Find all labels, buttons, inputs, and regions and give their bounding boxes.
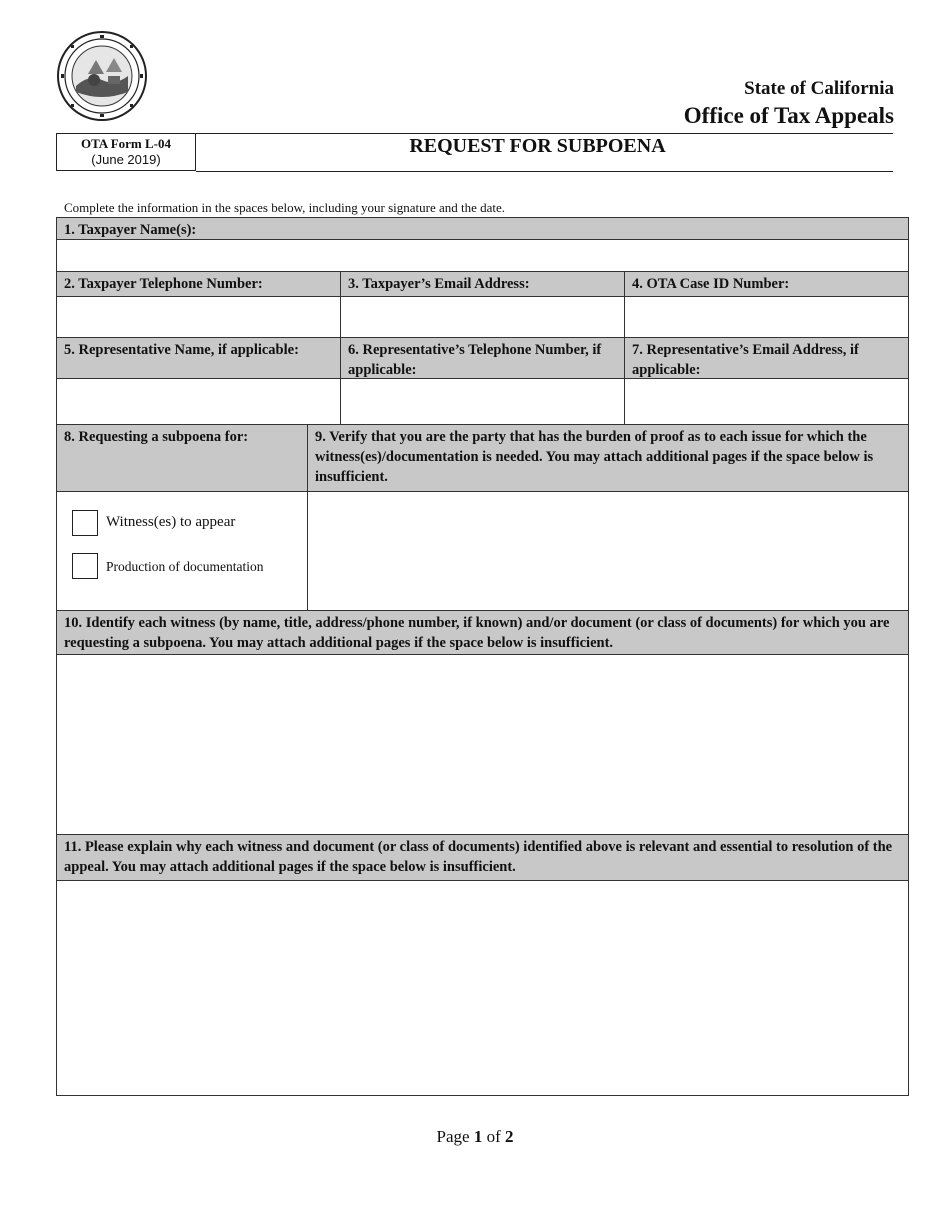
field-label-rep-name: 5. Representative Name, if applicable:	[56, 337, 341, 379]
page-total: 2	[504, 1127, 514, 1146]
title-rule-top	[196, 133, 893, 134]
taxpayer-email-field[interactable]	[340, 296, 625, 338]
field-label-rep-phone: 6. Representative’s Telephone Number, if applicable:	[340, 337, 625, 379]
state-name: State of California	[744, 78, 894, 99]
field-label-taxpayer-name: 1. Taxpayer Name(s):	[56, 217, 909, 240]
documentation-checkbox[interactable]	[72, 553, 98, 579]
rep-email-field[interactable]	[624, 378, 909, 425]
burden-of-proof-field[interactable]	[307, 491, 909, 611]
documentation-checkbox-label: Production of documentation	[106, 559, 264, 574]
witness-checkbox-label: Witness(es) to appear	[106, 514, 236, 530]
page-of-word: of	[486, 1127, 501, 1146]
rep-name-field[interactable]	[56, 378, 341, 425]
title-rule-bottom	[196, 171, 893, 172]
field-label-relevance-explanation: 11. Please explain why each witness and document (or class of documents) identified above is relevant and essential to resolution of the appeal. You may attach additional pages if the space below is insufficient.	[56, 834, 909, 881]
subpoena-type-area	[56, 491, 308, 611]
taxpayer-name-field[interactable]	[56, 239, 909, 272]
form-title: REQUEST FOR SUBPOENA	[409, 135, 666, 157]
relevance-explanation-field[interactable]	[56, 880, 909, 1096]
california-seal-icon	[56, 30, 148, 122]
taxpayer-phone-field[interactable]	[56, 296, 341, 338]
field-label-burden-of-proof: 9. Verify that you are the party that has the burden of proof as to each issue for which the witness(es)/documentation is needed. You may attach additional pages if the space below is insufficient.	[307, 424, 909, 492]
field-label-taxpayer-email: 3. Taxpayer’s Email Address:	[340, 271, 625, 297]
form-date: (June 2019)	[91, 152, 161, 167]
case-id-field[interactable]	[624, 296, 909, 338]
field-label-subpoena-for: 8. Requesting a subpoena for:	[56, 424, 308, 492]
form-id-box	[56, 133, 196, 171]
page-word: Page	[436, 1127, 470, 1146]
office-name: Office of Tax Appeals	[683, 103, 894, 128]
identify-witness-field[interactable]	[56, 654, 909, 835]
field-label-identify-witness: 10. Identify each witness (by name, title, address/phone number, if known) and/or document (or class of documents) for which you are requesting a subpoena. You may attach additional pages if the space below is insufficient.	[56, 610, 909, 655]
rep-phone-field[interactable]	[340, 378, 625, 425]
field-label-taxpayer-phone: 2. Taxpayer Telephone Number:	[56, 271, 341, 297]
witness-checkbox[interactable]	[72, 510, 98, 536]
instructions-text: Complete the information in the spaces below, including your signature and the date.	[64, 200, 506, 215]
form-number: OTA Form L-04	[80, 136, 172, 151]
page-current: 1	[473, 1127, 483, 1146]
page-indicator	[0, 1127, 950, 1147]
field-label-rep-email: 7. Representative’s Email Address, if applicable:	[624, 337, 909, 379]
field-label-case-id: 4. OTA Case ID Number:	[624, 271, 909, 297]
